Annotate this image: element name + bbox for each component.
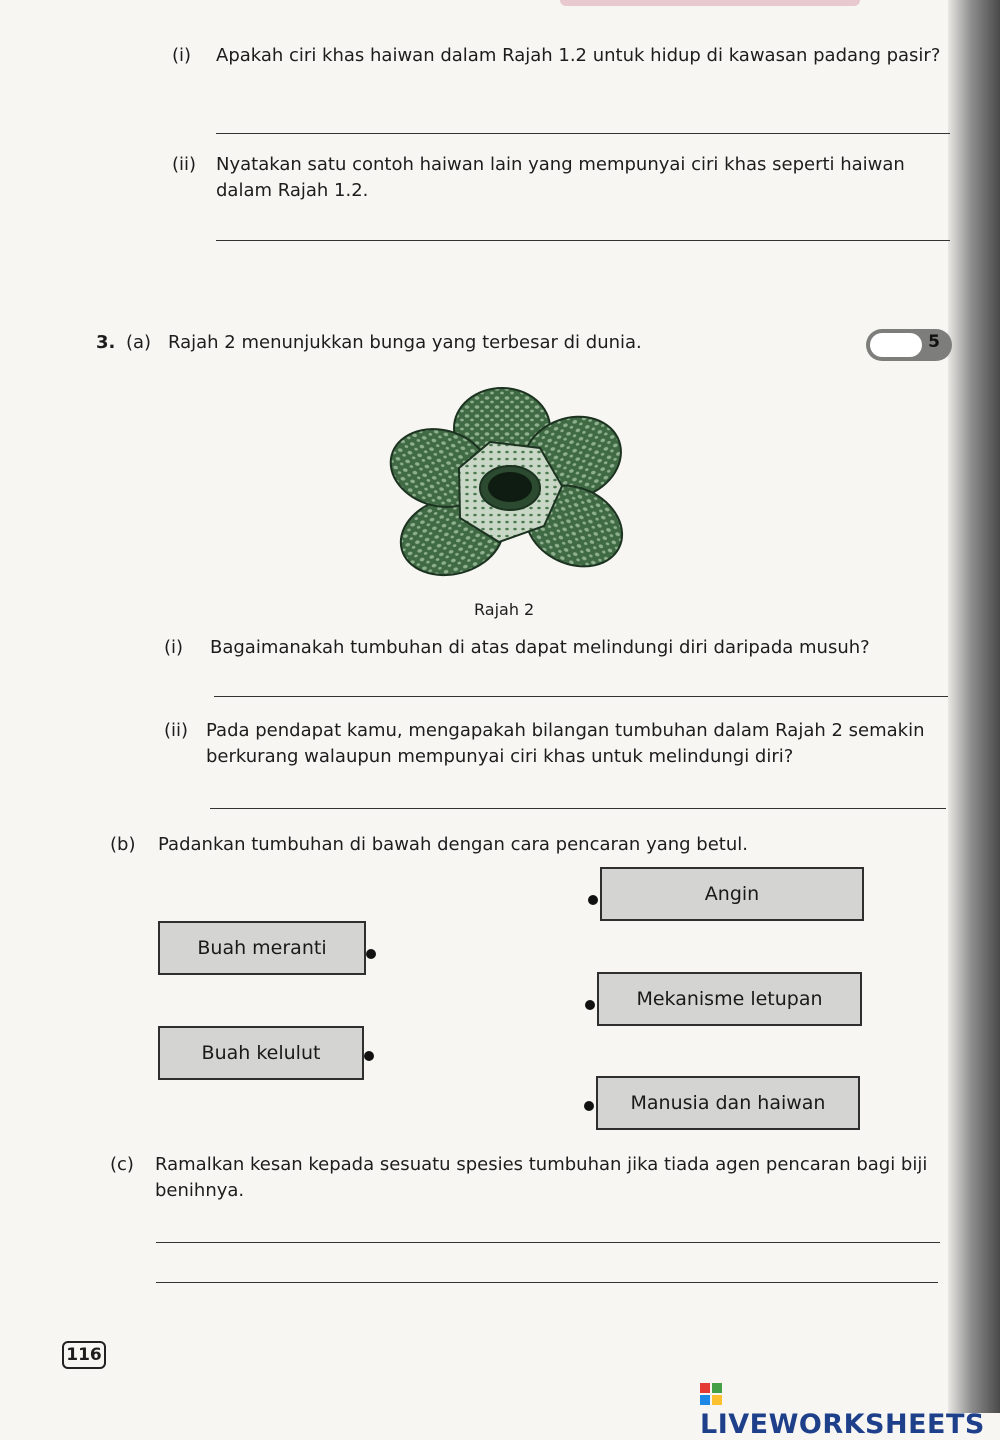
method-box-manusia-dan-haiwan: Manusia dan haiwan (596, 1076, 860, 1130)
page-top-tint (560, 0, 860, 6)
q3-i-text: Bagaimanakah tumbuhan di atas dapat melindungi diri daripada musuh? (210, 637, 870, 658)
marks-value: 5 (928, 332, 940, 352)
q2-ii-text: Nyatakan satu contoh haiwan lain yang mempunyai ciri khas seperti haiwan dalam Rajah 1.2. (216, 154, 905, 201)
figure-caption: Rajah 2 (474, 600, 535, 619)
q3-c-answer-line-1[interactable] (156, 1242, 940, 1243)
rafflesia-flower-icon (384, 386, 630, 586)
q3-a-label: (a) (126, 332, 152, 353)
brand-logo (700, 1378, 1000, 1440)
q2-i-number: (i) (172, 45, 192, 66)
plant-dot-buah-meranti[interactable] (366, 949, 376, 959)
brand-name: LIVEWORKSHEETS (700, 1409, 985, 1440)
q3-c-answer-line-2[interactable] (156, 1282, 938, 1283)
plant-dot-buah-kelulut[interactable] (364, 1051, 374, 1061)
q3-ii-answer-line[interactable] (210, 808, 946, 809)
q3-a-text: Rajah 2 menunjukkan bunga yang terbesar di dunia. (168, 332, 642, 353)
q3-c-label: (c) (110, 1154, 134, 1175)
q3-i-answer-line[interactable] (214, 696, 948, 697)
marks-input[interactable] (870, 333, 922, 357)
q2-i-answer-line[interactable] (216, 133, 950, 134)
q2-ii-number: (ii) (172, 154, 197, 175)
q3-ii-number: (ii) (164, 720, 189, 741)
liveworksheets-logo-icon (700, 1383, 722, 1405)
method-dot-angin[interactable] (588, 895, 598, 905)
q3-i-number: (i) (164, 637, 184, 658)
plant-box-buah-meranti: Buah meranti (158, 921, 366, 975)
page-edge-shadow (948, 0, 1000, 1413)
q2-i-text: Apakah ciri khas haiwan dalam Rajah 1.2 untuk hidup di kawasan padang pasir? (216, 45, 941, 66)
q3-number: 3. (96, 332, 116, 353)
plant-box-buah-kelulut: Buah kelulut (158, 1026, 364, 1080)
q3-b-label: (b) (110, 834, 136, 855)
marks-badge (866, 329, 952, 361)
q3-c-text: Ramalkan kesan kepada sesuatu spesies tumbuhan jika tiada agen pencaran bagi biji benihnya. (155, 1154, 928, 1201)
page-number: 116 (62, 1341, 106, 1369)
method-box-mekanisme-letupan: Mekanisme letupan (597, 972, 862, 1026)
method-box-angin: Angin (600, 867, 864, 921)
q3-b-text: Padankan tumbuhan di bawah dengan cara pencaran yang betul. (158, 834, 748, 855)
q3-ii-text: Pada pendapat kamu, mengapakah bilangan tumbuhan dalam Rajah 2 semakin berkurang walaupun mempunyai ciri khas untuk melindungi diri? (206, 720, 925, 767)
method-dot-mekanisme-letupan[interactable] (585, 1000, 595, 1010)
q2-ii-answer-line[interactable] (216, 240, 950, 241)
method-dot-manusia-dan-haiwan[interactable] (584, 1101, 594, 1111)
